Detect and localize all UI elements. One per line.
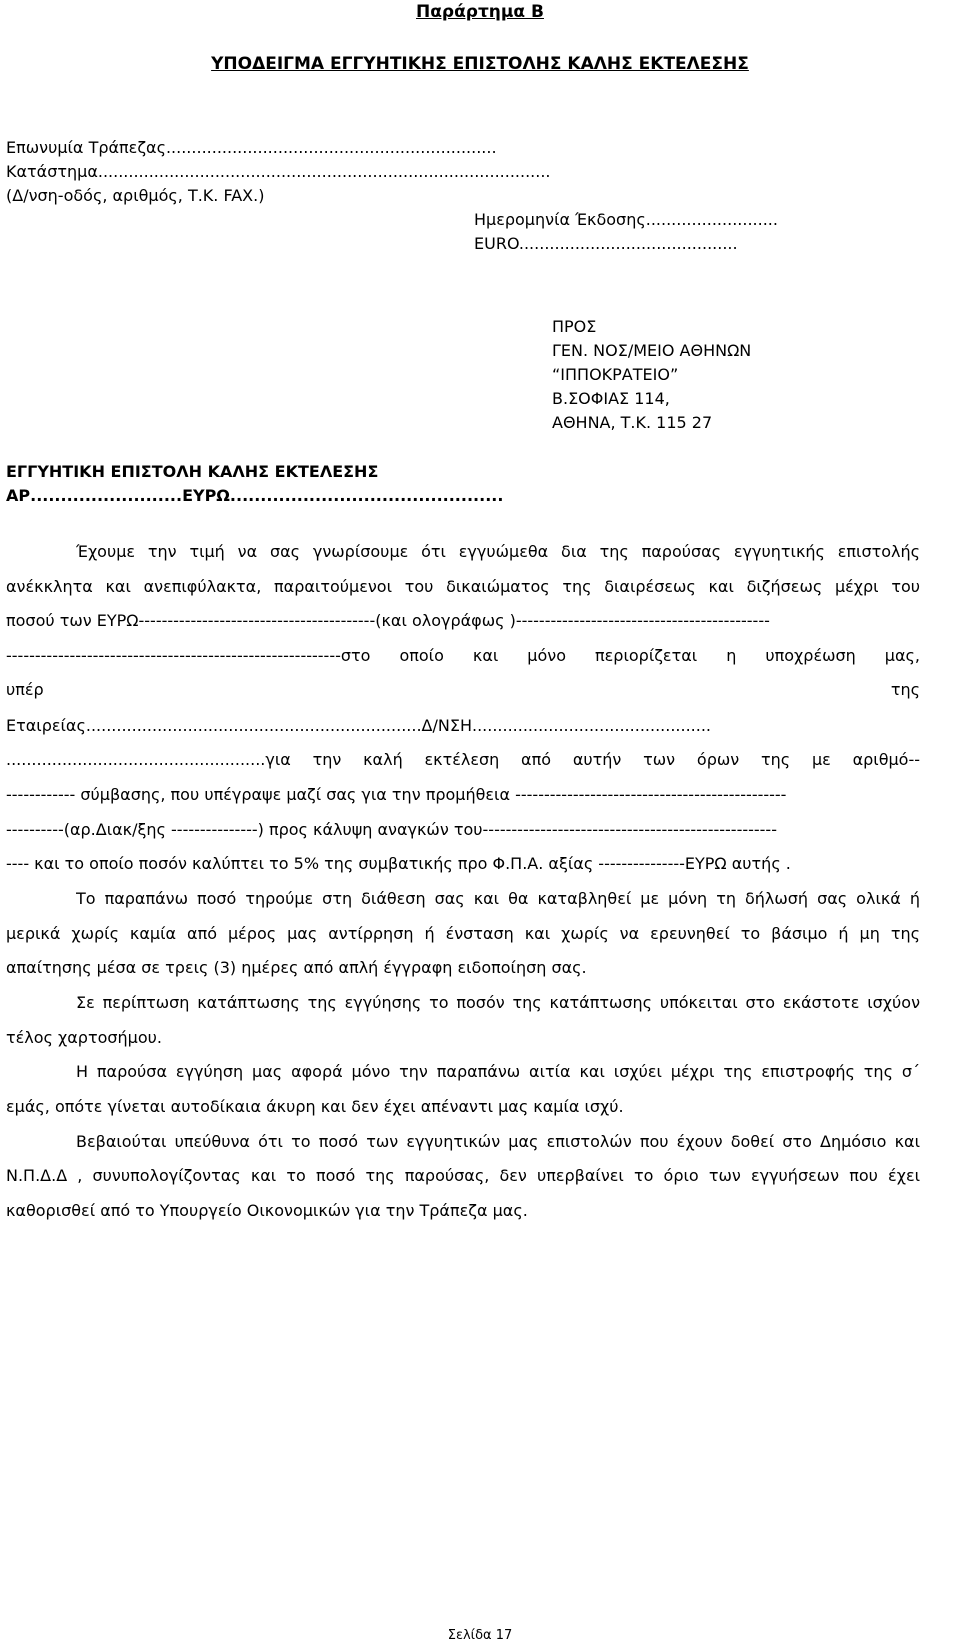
body-line: Σε περίπτωση κατάπτωσης της εγγύησης το ποσόν της κατάπτωσης υπόκειται στο εκάστοτε ισχύον (76, 993, 920, 1012)
body-line: ποσού των ΕΥΡΩ-----------------------------------------(και ολογράφως )-------------------------------------------- (6, 611, 770, 630)
body-line: ---- και το οποίο ποσόν καλύπτει το 5% της συμβατικής προ Φ.Π.Α. αξίας ---------------ΕΥΡΩ αυτής . (6, 854, 791, 873)
body-line: Ν.Π.Δ.Δ , συνυπολογίζοντας και το ποσό της παρούσας, δεν υπερβαίνει το όριο των εγγυήσεων που έχει (6, 1166, 920, 1185)
recipient-org: ΓΕΝ. ΝΟΣ/ΜΕΙΟ ΑΘΗΝΩΝ (552, 341, 752, 360)
body-line: Έχουμε την τιμή να σας γνωρίσουμε ότι εγγυώμεθα δια της παρούσας εγγυητικής επιστολής (76, 542, 920, 561)
body-line: Βεβαιούται υπεύθυνα ότι το ποσό των εγγυητικών μας επιστολών που έχουν δοθεί στο Δημόσιο και (76, 1132, 920, 1151)
bank-name-line: Επωνυμία Τράπεζας................................................................. (6, 138, 497, 157)
letter-ref: ΑΡ.........................ΕΥΡΩ............................................. (6, 486, 504, 505)
body-line: εμάς, οπότε γίνεται αυτοδίκαια άκυρη και δεν έχει απέναντι μας καμία ισχύ. (6, 1097, 624, 1116)
issue-date-line: Ημερομηνία Έκδοσης.......................... (474, 210, 778, 229)
body-line: ------------ σύμβασης, που υπέγραψε μαζί σας για την προμήθεια ----------------------------------------------- (6, 785, 787, 804)
body-line: Εταιρείας..................................................................Δ/ΝΣΗ............................................... (6, 716, 712, 735)
body-line: ----------------------------------------------------------στο οποίο και μόνο περιορίζεται η υποχρέωση μας, (6, 646, 920, 665)
recipient-city: ΑΘΗΝΑ, Τ.Κ. 115 27 (552, 413, 713, 432)
body-line: υπέρ (6, 680, 44, 699)
page-footer: Σελίδα 17 (447, 1628, 513, 1643)
body-line: ανέκκλητα και ανεπιφύλακτα, παραιτούμενοι του δικαιώματος της διαιρέσεως και διζήσεως μέχρι του (6, 577, 920, 596)
body-line: καθορισθεί από το Υπουργείο Οικονομικών για την Τράπεζα μας. (6, 1201, 528, 1220)
euro-line: EURO........................................... (474, 234, 738, 253)
body-line: ...................................................για την καλή εκτέλεση από αυτήν των όρων της με αριθμό-- (6, 750, 920, 769)
body-line: τέλος χαρτοσήμου. (6, 1028, 162, 1047)
body-line: της (890, 680, 920, 699)
recipient-street: Β.ΣΟΦΙΑΣ 114, (552, 389, 670, 408)
recipient-name: “ΙΠΠΟΚΡΑΤΕΙΟ” (552, 365, 679, 384)
body-line: Η παρούσα εγγύηση μας αφορά μόνο την παραπάνω αιτία και ισχύει μέχρι της επιστροφής της σ΄ (76, 1062, 920, 1081)
appendix-title: Παράρτημα Β (416, 2, 544, 22)
body-line: απαίτησης μέσα σε τρεις (3) ημέρες από απλή έγγραφη ειδοποίηση σας. (6, 958, 587, 977)
branch-line: Κατάστημα......................................................................................... (6, 162, 551, 181)
letter-title: ΕΓΓΥΗΤΙΚΗ ΕΠΙΣΤΟΛΗ ΚΑΛΗΣ ΕΚΤΕΛΕΣΗΣ (6, 462, 379, 481)
body-line: Το παραπάνω ποσό τηρούμε στη διάθεση σας και θα καταβληθεί με μόνη τη δήλωσή σας ολικά ή (76, 889, 920, 908)
address-line: (Δ/νση-οδός, αριθμός, Τ.Κ. FAX.) (6, 186, 265, 205)
recipient-to: ΠΡΟΣ (552, 317, 597, 336)
main-title: ΥΠΟΔΕΙΓΜΑ ΕΓΓΥΗΤΙΚΗΣ ΕΠΙΣΤΟΛΗΣ ΚΑΛΗΣ ΕΚΤΕΛΕΣΗΣ (211, 54, 749, 74)
body-line: μερικά χωρίς καμία από μέρος μας αντίρρηση ή ένσταση και χωρίς να ερευνηθεί το βάσιμο ή μη της (6, 924, 920, 943)
body-line: ----------(αρ.Διακ/ξης ---------------) προς κάλυψη αναγκών του--------------------------------------------------- (6, 820, 777, 839)
